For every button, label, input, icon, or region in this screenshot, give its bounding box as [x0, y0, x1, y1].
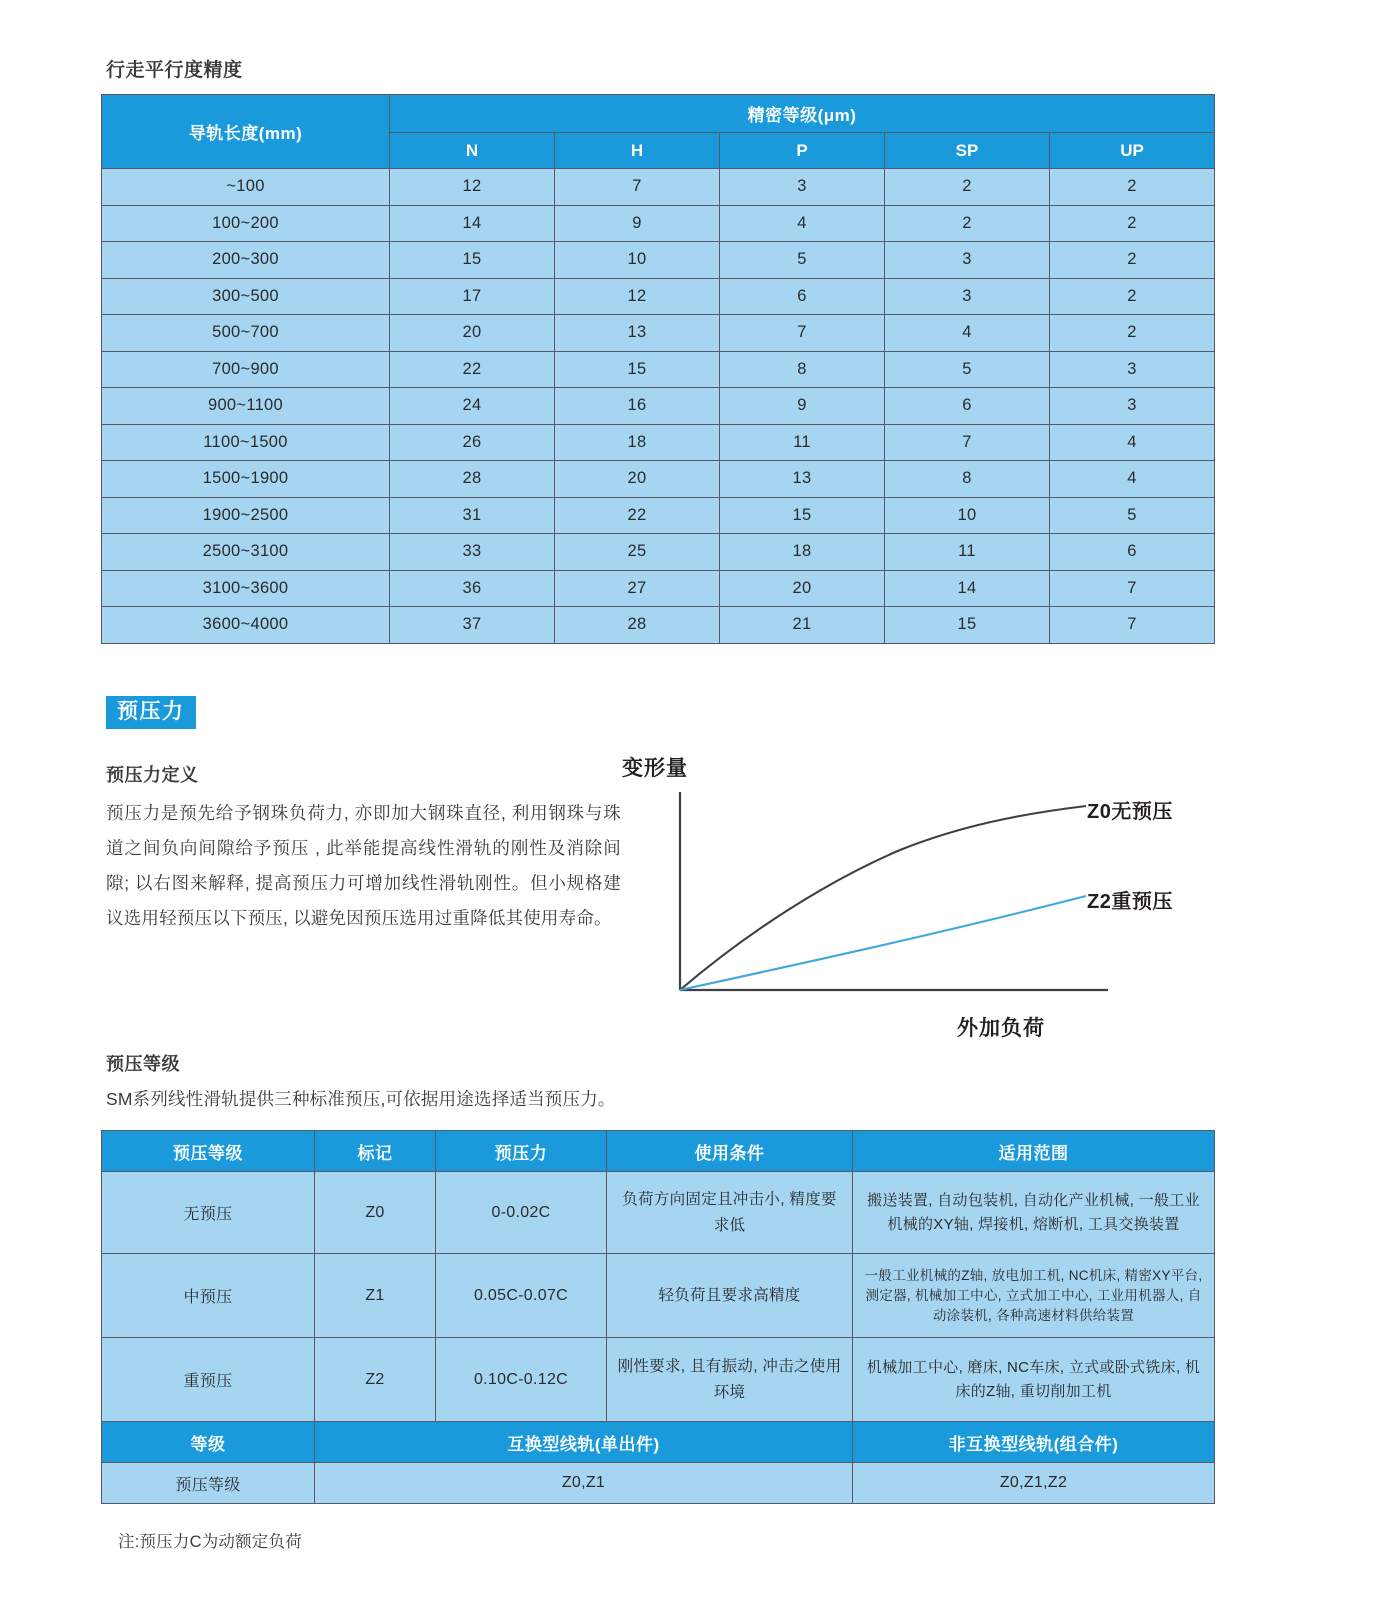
row-value-p: 20: [720, 570, 885, 607]
definition-heading: 预压力定义: [106, 765, 199, 785]
accuracy-table: [101, 94, 1215, 644]
definition-body: 预压力是预先给予钢珠负荷力, 亦即加大钢珠直径, 利用钢珠与珠道之间负向间隙给予预压 , 此举能提高线性滑轨的刚性及消除间隙; 以右图来解释, 提高预压力可增加线性滑轨刚性。但小规格建议选用轻预压以下预压, 以避免因预压选用过重降低其使用寿命。: [106, 803, 621, 928]
row-length: 900~1100: [102, 388, 390, 425]
footnote-text: 注:预压力C为动额定负荷: [118, 1533, 302, 1551]
accuracy-table-group-header-row: [102, 95, 1215, 133]
row-length: 3600~4000: [102, 607, 390, 644]
table-row: [102, 351, 1215, 388]
row-value-up: 4: [1050, 461, 1215, 498]
accuracy-section-title: 行走平行度精度: [106, 60, 243, 81]
row-value-h: 22: [555, 497, 720, 534]
preload-mark: Z1: [315, 1254, 436, 1338]
preload-force: 0.10C-0.12C: [436, 1338, 607, 1422]
row-value-n: 36: [390, 570, 555, 607]
row-value-n: 28: [390, 461, 555, 498]
row-value-sp: 3: [885, 278, 1050, 315]
row-value-n: 33: [390, 534, 555, 571]
row-value-up: 4: [1050, 424, 1215, 461]
row-value-up: 3: [1050, 388, 1215, 425]
row-value-sp: 15: [885, 607, 1050, 644]
row-value-p: 15: [720, 497, 885, 534]
preload-application: 机械加工中心, 磨床, NC车床, 立式或卧式铣床, 机床的Z轴, 重切削加工机: [853, 1338, 1215, 1422]
preload-section-badge: 预压力: [106, 696, 196, 729]
row-length: 100~200: [102, 205, 390, 242]
grade-header-n: N: [390, 133, 555, 169]
summary-header-row: [102, 1422, 1215, 1463]
row-length: ~100: [102, 169, 390, 206]
row-value-n: 37: [390, 607, 555, 644]
grade-header-sp: SP: [885, 133, 1050, 169]
preload-application: 搬送装置, 自动包装机, 自动化产业机械, 一般工业机械的XY轴, 焊接机, 熔断机, 工具交换装置: [853, 1172, 1215, 1254]
table-row: [102, 534, 1215, 571]
chart-legend-z0: Z0无预压: [1087, 801, 1173, 823]
table-row: [102, 388, 1215, 425]
preload-header-condition: 使用条件: [607, 1131, 853, 1172]
row-value-h: 13: [555, 315, 720, 352]
row-value-p: 4: [720, 205, 885, 242]
row-length: 700~900: [102, 351, 390, 388]
row-value-up: 7: [1050, 570, 1215, 607]
chart-legend-z2: Z2重预压: [1087, 891, 1173, 913]
row-value-sp: 6: [885, 388, 1050, 425]
row-length: 300~500: [102, 278, 390, 315]
preload-grade: 重预压: [102, 1338, 315, 1422]
summary-row-non-interchangeable: Z0,Z1,Z2: [853, 1463, 1215, 1504]
row-value-p: 3: [720, 169, 885, 206]
table-row: [102, 461, 1215, 498]
row-value-p: 9: [720, 388, 885, 425]
summary-header-interchangeable: 互换型线轨(单出件): [315, 1422, 853, 1463]
row-value-p: 21: [720, 607, 885, 644]
row-length: 200~300: [102, 242, 390, 279]
row-value-h: 15: [555, 351, 720, 388]
table-row: [102, 278, 1215, 315]
table-row: [102, 169, 1215, 206]
row-value-n: 14: [390, 205, 555, 242]
preload-table-header-row: [102, 1131, 1215, 1172]
row-value-p: 8: [720, 351, 885, 388]
summary-header-non-interchangeable: 非互换型线轨(组合件): [853, 1422, 1215, 1463]
row-value-n: 12: [390, 169, 555, 206]
row-length: 500~700: [102, 315, 390, 352]
row-value-sp: 11: [885, 534, 1050, 571]
table-row: [102, 315, 1215, 352]
table-row: [102, 424, 1215, 461]
row-value-sp: 3: [885, 242, 1050, 279]
table-row: [102, 205, 1215, 242]
row-value-h: 18: [555, 424, 720, 461]
row-value-sp: 8: [885, 461, 1050, 498]
preload-mark: Z2: [315, 1338, 436, 1422]
preload-header-application: 适用范围: [853, 1131, 1215, 1172]
row-value-p: 18: [720, 534, 885, 571]
row-value-sp: 14: [885, 570, 1050, 607]
summary-header-label: 等级: [102, 1422, 315, 1463]
preload-table-body: [102, 1172, 1215, 1504]
preload-condition: 轻负荷且要求高精度: [607, 1254, 853, 1338]
table-row: [102, 570, 1215, 607]
row-value-up: 2: [1050, 315, 1215, 352]
accuracy-table-body: [102, 169, 1215, 644]
row-value-p: 7: [720, 315, 885, 352]
accuracy-group-header: 精密等级(μm): [390, 95, 1215, 133]
row-value-sp: 4: [885, 315, 1050, 352]
chart-x-axis-label: 外加负荷: [957, 1017, 1045, 1040]
summary-row-interchangeable: Z0,Z1: [315, 1463, 853, 1504]
table-row: [102, 1254, 1215, 1338]
row-value-h: 9: [555, 205, 720, 242]
grade-header-up: UP: [1050, 133, 1215, 169]
preload-force: 0.05C-0.07C: [436, 1254, 607, 1338]
row-value-up: 7: [1050, 607, 1215, 644]
row-value-n: 24: [390, 388, 555, 425]
table-row: [102, 1338, 1215, 1422]
row-value-up: 6: [1050, 534, 1215, 571]
row-value-up: 3: [1050, 351, 1215, 388]
row-length: 1100~1500: [102, 424, 390, 461]
row-value-up: 2: [1050, 205, 1215, 242]
preload-grade: 无预压: [102, 1172, 315, 1254]
grade-intro-text: SM系列线性滑轨提供三种标准预压,可依据用途选择适当预压力。: [106, 1089, 616, 1109]
grade-heading: 预压等级: [106, 1054, 180, 1074]
row-value-n: 15: [390, 242, 555, 279]
preload-table-head: [102, 1131, 1215, 1172]
row-value-h: 7: [555, 169, 720, 206]
row-value-up: 2: [1050, 242, 1215, 279]
preload-deformation-chart: [600, 740, 1210, 1060]
row-value-h: 25: [555, 534, 720, 571]
row-value-up: 2: [1050, 278, 1215, 315]
row-value-p: 13: [720, 461, 885, 498]
row-value-n: 17: [390, 278, 555, 315]
preload-mark: Z0: [315, 1172, 436, 1254]
row-length: 3100~3600: [102, 570, 390, 607]
row-value-sp: 2: [885, 205, 1050, 242]
table-row: [102, 242, 1215, 279]
accuracy-table-head: [102, 95, 1215, 169]
chart-curve-z0: [680, 806, 1086, 990]
row-value-h: 20: [555, 461, 720, 498]
row-length: 1900~2500: [102, 497, 390, 534]
grade-header-p: P: [720, 133, 885, 169]
row-length: 1500~1900: [102, 461, 390, 498]
row-value-n: 31: [390, 497, 555, 534]
row-value-up: 5: [1050, 497, 1215, 534]
row-value-h: 10: [555, 242, 720, 279]
row-length: 2500~3100: [102, 534, 390, 571]
row-value-p: 11: [720, 424, 885, 461]
summary-row-label: 预压等级: [102, 1463, 315, 1504]
row-value-p: 5: [720, 242, 885, 279]
row-value-sp: 5: [885, 351, 1050, 388]
row-value-h: 27: [555, 570, 720, 607]
row-value-p: 6: [720, 278, 885, 315]
row-value-sp: 10: [885, 497, 1050, 534]
preload-force: 0-0.02C: [436, 1172, 607, 1254]
accuracy-col1-header: 导轨长度(mm): [102, 95, 390, 169]
preload-grade-table: [101, 1130, 1215, 1504]
preload-header-force: 预压力: [436, 1131, 607, 1172]
row-value-h: 16: [555, 388, 720, 425]
row-value-h: 12: [555, 278, 720, 315]
table-row: [102, 497, 1215, 534]
table-row: [102, 607, 1215, 644]
preload-application: 一般工业机械的Z轴, 放电加工机, NC机床, 精密XY平台, 测定器, 机械加工中心, 立式加工中心, 工业用机器人, 自动涂装机, 各种高速材料供给装置: [853, 1254, 1215, 1338]
preload-condition: 负荷方向固定且冲击小, 精度要求低: [607, 1172, 853, 1254]
row-value-n: 26: [390, 424, 555, 461]
row-value-n: 22: [390, 351, 555, 388]
grade-header-h: H: [555, 133, 720, 169]
row-value-sp: 2: [885, 169, 1050, 206]
table-row: [102, 1172, 1215, 1254]
preload-grade: 中预压: [102, 1254, 315, 1338]
preload-condition: 刚性要求, 且有振动, 冲击之使用环境: [607, 1338, 853, 1422]
chart-y-axis-label: 变形量: [622, 757, 688, 780]
preload-header-grade: 预压等级: [102, 1131, 315, 1172]
summary-row: [102, 1463, 1215, 1504]
row-value-up: 2: [1050, 169, 1215, 206]
row-value-n: 20: [390, 315, 555, 352]
row-value-sp: 7: [885, 424, 1050, 461]
preload-header-mark: 标记: [315, 1131, 436, 1172]
row-value-h: 28: [555, 607, 720, 644]
